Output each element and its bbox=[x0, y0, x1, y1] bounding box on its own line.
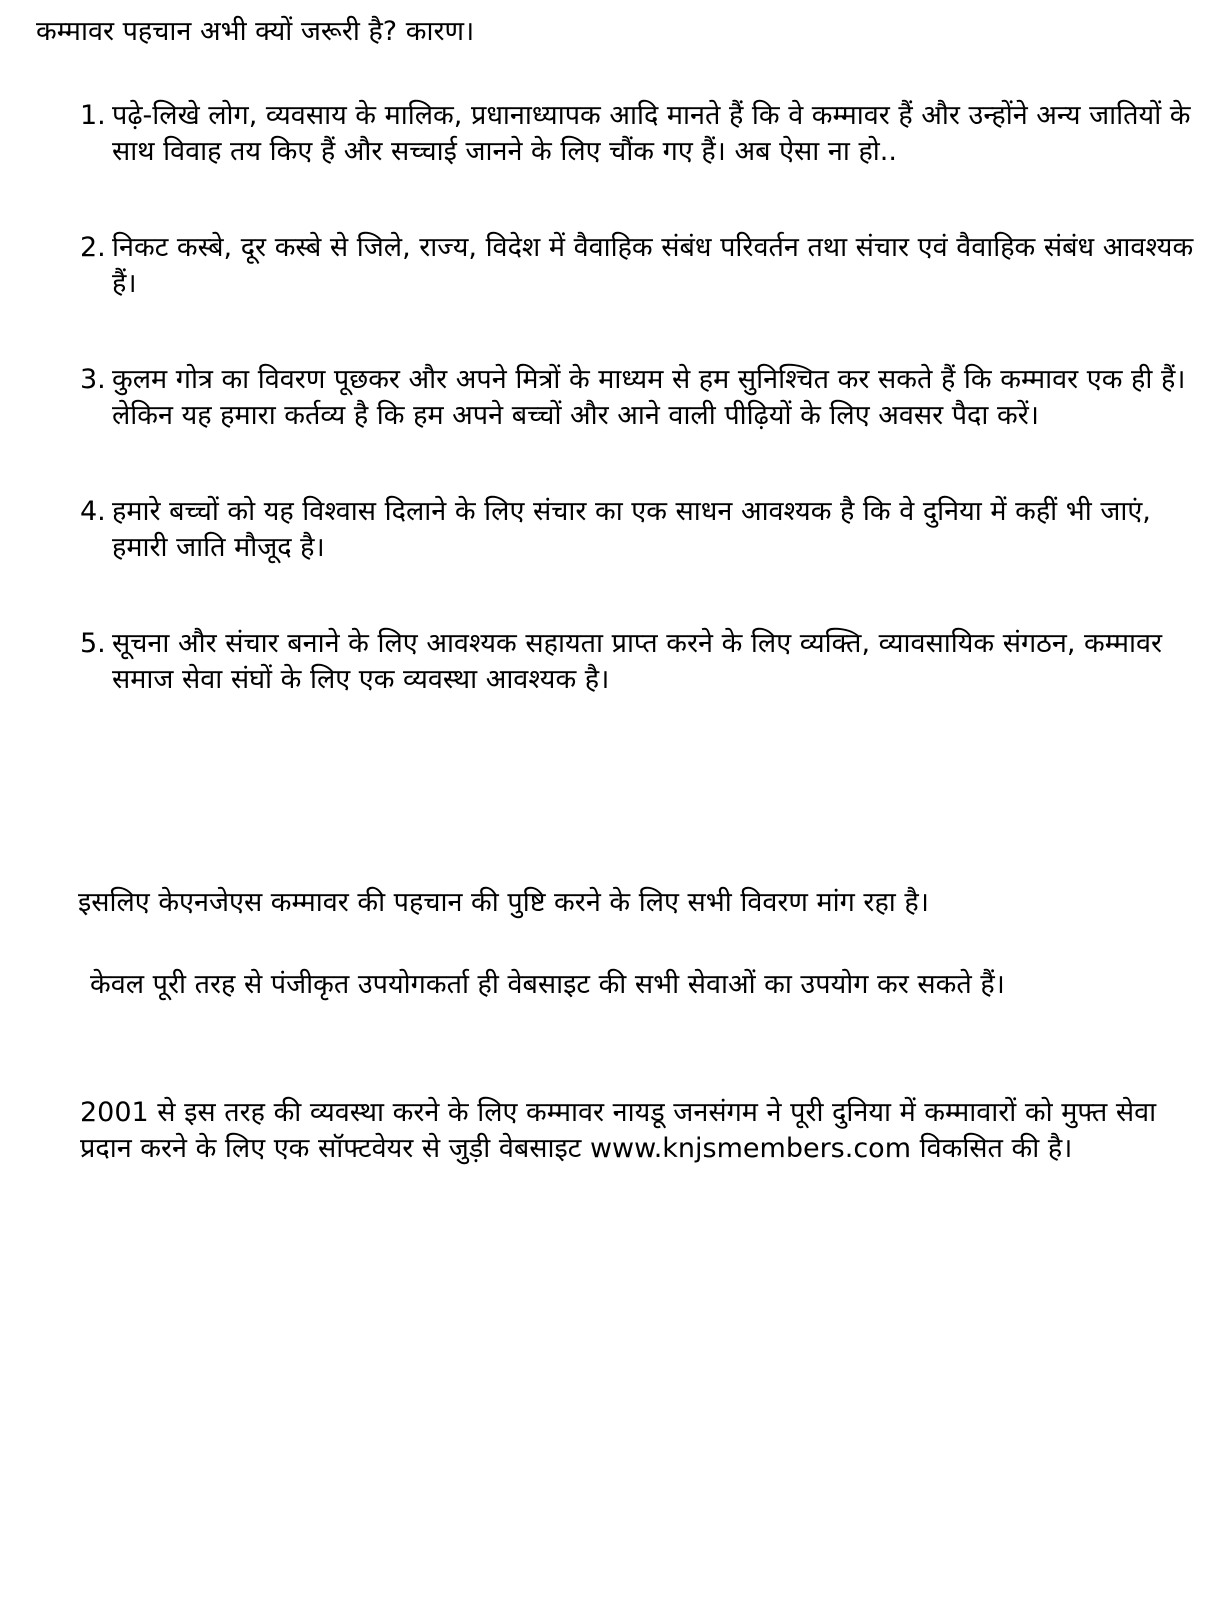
reasons-list bbox=[80, 98, 1200, 758]
list-item-text: पढ़े-लिखे लोग, व्यवसाय के मालिक, प्रधानाध्यापक आदि मानते हैं कि वे कम्मावर हैं और उन्होंने अन्य जातियों के साथ विवाह तय किए हैं और सच्चाई जानने के लिए चौंक गए हैं। अब ऐसा ना हो.. bbox=[112, 100, 1191, 167]
paragraph-registered-users: केवल पूरी तरह से पंजीकृत उपयोगकर्ता ही वेबसाइट की सभी सेवाओं का उपयोग कर सकते हैं। bbox=[90, 969, 1005, 1000]
list-item bbox=[80, 230, 1200, 302]
list-item-text: हमारे बच्चों को यह विश्वास दिलाने के लिए संचार का एक साधन आवश्यक है कि वे दुनिया में कहीं भी जाएं, हमारी जाति मौजूद है। bbox=[112, 496, 1151, 563]
list-item-text: सूचना और संचार बनाने के लिए आवश्यक सहायता प्राप्त करने के लिए व्यक्ति, व्यावसायिक संगठन, कम्मावर समाज सेवा संघों के लिए एक व्यवस्था आवश्यक है। bbox=[112, 628, 1163, 695]
list-item-text: निकट कस्बे, दूर कस्बे से जिले, राज्य, विदेश में वैवाहिक संबंध परिवर्तन तथा संचार एवं वैवाहिक संबंध आवश्यक हैं। bbox=[112, 232, 1194, 299]
list-item bbox=[80, 494, 1200, 566]
paragraph-details-request: इसलिए केएनजेएस कम्मावर की पहचान की पुष्टि करने के लिए सभी विवरण मांग रहा है। bbox=[78, 887, 929, 918]
list-item-number: 1. bbox=[80, 100, 106, 131]
list-item-number: 3. bbox=[80, 364, 106, 395]
list-item bbox=[80, 362, 1200, 434]
list-item bbox=[80, 98, 1200, 170]
list-item-number: 4. bbox=[80, 496, 106, 527]
document-heading: कम्मावर पहचान अभी क्यों जरूरी है? कारण। bbox=[36, 16, 475, 47]
list-item-number: 5. bbox=[80, 628, 106, 659]
list-item bbox=[80, 626, 1200, 698]
list-item-number: 2. bbox=[80, 232, 106, 263]
list-item-text: कुलम गोत्र का विवरण पूछकर और अपने मित्रों के माध्यम से हम सुनिश्चित कर सकते हैं कि कम्मावर एक ही हैं। लेकिन यह हमारा कर्तव्य है कि हम अपने बच्चों और आने वाली पीढ़ियों के लिए अवसर पैदा करें। bbox=[112, 364, 1186, 431]
paragraph-website-info: 2001 से इस तरह की व्यवस्था करने के लिए कम्मावर नायडू जनसंगम ने पूरी दुनिया में कम्मावारों को मुफ्त सेवा प्रदान करने के लिए एक सॉफ्टवेयर से जुड़ी वेबसाइट www.knjsmembers.com विकसित की है। bbox=[80, 1097, 1157, 1164]
